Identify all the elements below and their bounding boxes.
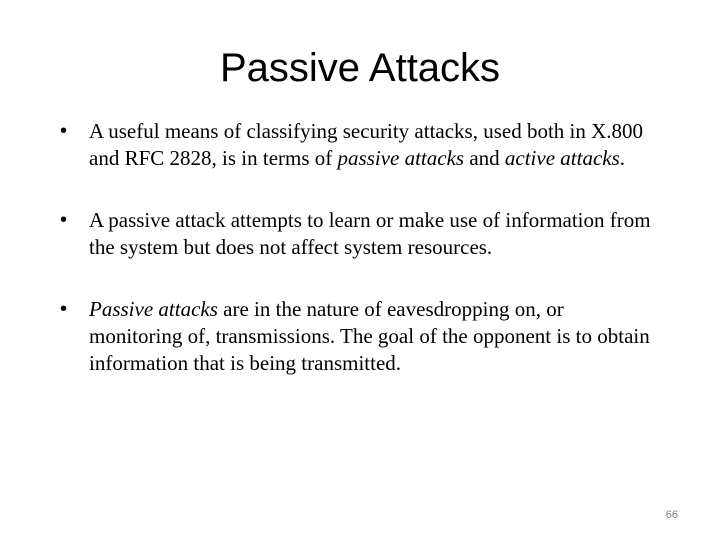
bullet-3-text: are in the nature of eavesdropping on, or monitoring of, transmissions. The goal of the opponent is to obtain information that is being transmitted. bbox=[89, 297, 650, 375]
bullet-1-period: . bbox=[619, 146, 626, 170]
page-number: 66 bbox=[665, 509, 678, 521]
bullet-1-italic-active: active attacks bbox=[504, 146, 620, 170]
bullet-2-text: A passive attack attempts to learn or make use of information from the system but does not affect system resources. bbox=[89, 208, 651, 259]
bullet-1-text: A useful means of classifying security attacks, used both in X.800 and RFC 2828, is in terms of bbox=[89, 119, 644, 170]
bullet-1-italic-passive: passive attacks bbox=[337, 146, 465, 170]
bullet-3-italic-passive: Passive attacks bbox=[89, 297, 218, 321]
bullet-list bbox=[60, 118, 660, 377]
slide-title: Passive Attacks bbox=[219, 46, 501, 90]
bullet-item-1 bbox=[60, 118, 660, 172]
bullet-icon: • bbox=[60, 120, 68, 142]
bullet-icon: • bbox=[60, 209, 68, 231]
bullet-item-3 bbox=[60, 296, 660, 377]
bullet-1-text-and: and bbox=[464, 146, 505, 170]
bullet-icon: • bbox=[60, 298, 68, 320]
bullet-item-2 bbox=[60, 207, 660, 261]
